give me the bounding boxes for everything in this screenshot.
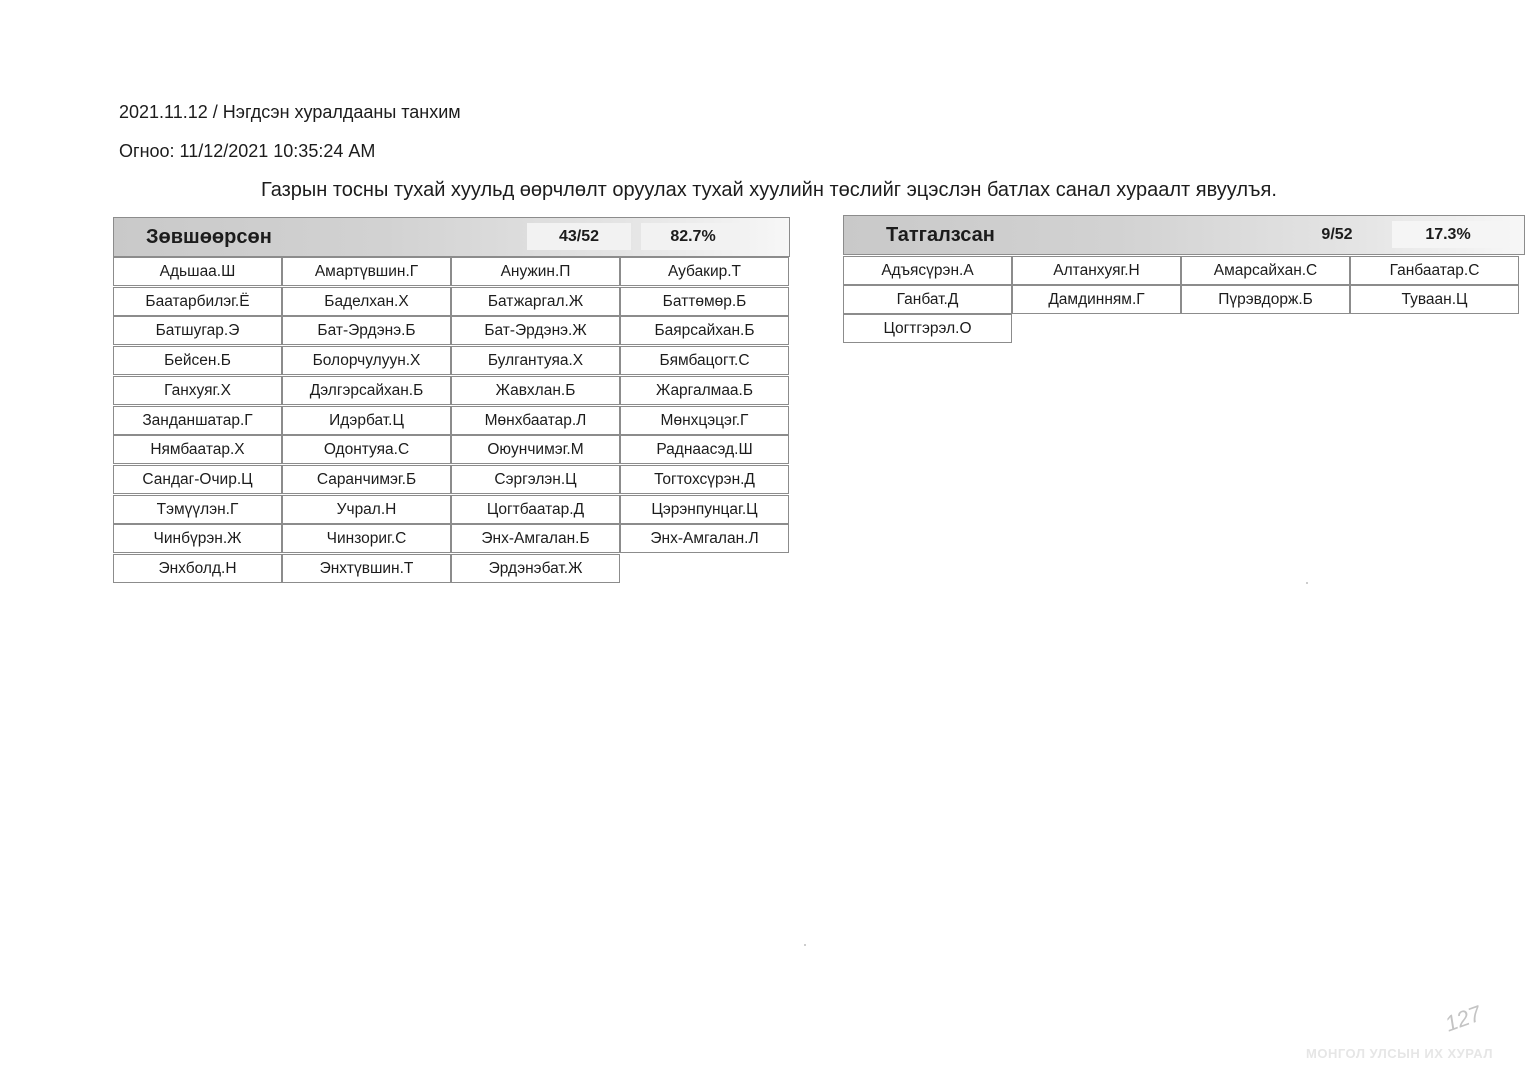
- member-name-cell: Жавхлан.Б: [451, 376, 620, 405]
- member-name-cell: Жаргалмаа.Б: [620, 376, 789, 405]
- member-name-cell: Чинбүрэн.Ж: [113, 524, 282, 553]
- member-name-cell: Ганбат.Д: [843, 285, 1012, 314]
- member-name-cell: Алтанхуяг.Н: [1012, 256, 1181, 285]
- member-name-cell: Учрал.Н: [282, 495, 451, 524]
- member-name-cell: Сэргэлэн.Ц: [451, 465, 620, 494]
- member-name-cell: Энхтүвшин.Т: [282, 554, 451, 583]
- member-name-cell: Сандаг-Очир.Ц: [113, 465, 282, 494]
- approve-label: Зөвшөөрсөн: [146, 226, 272, 248]
- member-name-cell: Цогтгэрэл.О: [843, 314, 1012, 343]
- reject-count: 9/52: [1321, 226, 1353, 243]
- member-name-cell: Амартүвшин.Г: [282, 257, 451, 286]
- parliament-watermark: МОНГОЛ УЛСЫН ИХ ХУРАЛ: [1306, 1046, 1493, 1061]
- member-name-cell: Дамдинням.Г: [1012, 285, 1181, 314]
- member-name-cell: Ганбаатар.С: [1350, 256, 1519, 285]
- reject-header: [843, 215, 1525, 255]
- member-name-cell: Чинзориг.С: [282, 524, 451, 553]
- member-name-cell: Болорчулуун.Х: [282, 346, 451, 375]
- member-name-cell: Баделхан.Х: [282, 287, 451, 316]
- member-name-cell: Энх-Амгалан.Л: [620, 524, 789, 553]
- session-header: 2021.11.12 / Нэгдсэн хуралдааны танхим: [119, 102, 461, 122]
- member-name-cell: Мөнхцэцэг.Г: [620, 406, 789, 435]
- vote-title: Газрын тосны тухай хуульд өөрчлөлт оруулах тухай хуулийн төслийг эцэслэн батлах санал хураалт явуулъя.: [261, 179, 1277, 201]
- member-name-cell: Занданшатар.Г: [113, 406, 282, 435]
- member-name-cell: Батжаргал.Ж: [451, 287, 620, 316]
- member-name-cell: Тогтохсүрэн.Д: [620, 465, 789, 494]
- member-name-cell: Энх-Амгалан.Б: [451, 524, 620, 553]
- member-name-cell: Саранчимэг.Б: [282, 465, 451, 494]
- reject-percent: 17.3%: [1392, 221, 1504, 248]
- member-name-cell: Баярсайхан.Б: [620, 316, 789, 345]
- member-name-cell: Баттөмөр.Б: [620, 287, 789, 316]
- member-name-cell: Бат-Эрдэнэ.Б: [282, 316, 451, 345]
- member-name-cell: Анужин.П: [451, 257, 620, 286]
- approve-percent: 82.7%: [641, 223, 745, 250]
- member-name-cell: Тэмүүлэн.Г: [113, 495, 282, 524]
- member-name-cell: Адьшаа.Ш: [113, 257, 282, 286]
- member-name-cell: Цэрэнпунцаг.Ц: [620, 495, 789, 524]
- vote-date: Огноо: 11/12/2021 10:35:24 AM: [119, 141, 376, 161]
- member-name-cell: Булгантуяа.Х: [451, 346, 620, 375]
- member-name-cell: Аубакир.Т: [620, 257, 789, 286]
- member-name-cell: Эрдэнэбат.Ж: [451, 554, 620, 583]
- member-name-cell: Бямбацогт.С: [620, 346, 789, 375]
- member-name-cell: Адъясүрэн.А: [843, 256, 1012, 285]
- member-name-cell: Нямбаатар.Х: [113, 435, 282, 464]
- member-name-cell: Ганхуяг.Х: [113, 376, 282, 405]
- member-name-cell: Баатарбилэг.Ё: [113, 287, 282, 316]
- member-name-cell: Идэрбат.Ц: [282, 406, 451, 435]
- member-name-cell: Дэлгэрсайхан.Б: [282, 376, 451, 405]
- member-name-cell: Одонтуяа.С: [282, 435, 451, 464]
- scan-speck: [1306, 582, 1308, 584]
- member-name-cell: Энхболд.Н: [113, 554, 282, 583]
- member-name-cell: Бейсен.Б: [113, 346, 282, 375]
- scan-speck: [804, 944, 806, 946]
- member-name-cell: Цогтбаатар.Д: [451, 495, 620, 524]
- member-name-cell: Оюунчимэг.М: [451, 435, 620, 464]
- member-name-cell: Раднаасэд.Ш: [620, 435, 789, 464]
- member-name-cell: Батшугар.Э: [113, 316, 282, 345]
- member-name-cell: Амарсайхан.С: [1181, 256, 1350, 285]
- approve-header: [113, 217, 790, 257]
- member-name-cell: Мөнхбаатар.Л: [451, 406, 620, 435]
- member-name-cell: Пүрэвдорж.Б: [1181, 285, 1350, 314]
- page-number-stamp: 127: [1441, 1000, 1485, 1037]
- approve-count: 43/52: [527, 223, 631, 250]
- reject-label: Татгалзсан: [886, 224, 995, 246]
- member-name-cell: Туваан.Ц: [1350, 285, 1519, 314]
- member-name-cell: Бат-Эрдэнэ.Ж: [451, 316, 620, 345]
